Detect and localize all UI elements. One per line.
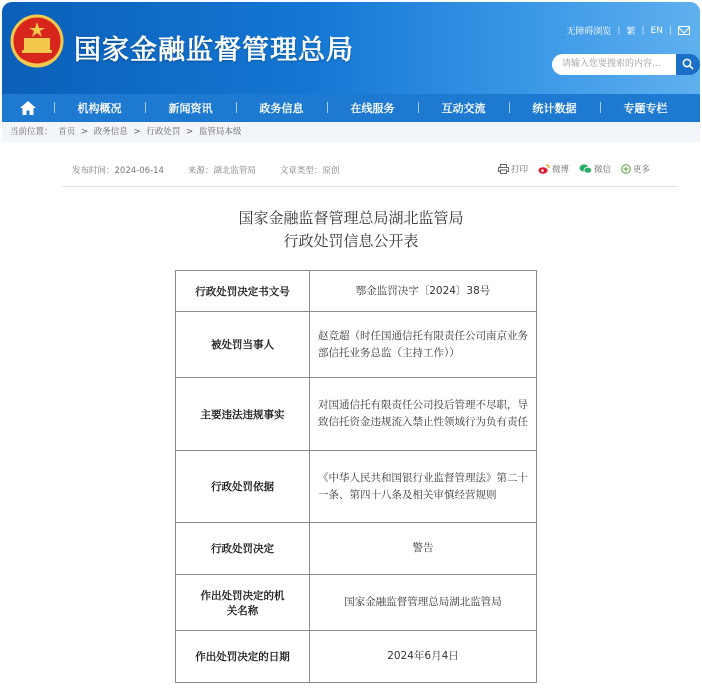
- table-row: [176, 312, 537, 378]
- table-row: [176, 575, 537, 631]
- source: 来源：湖北监管局: [187, 166, 256, 176]
- printer-icon: [498, 164, 509, 174]
- table-key: 行政处罚依据: [176, 451, 310, 523]
- national-emblem-icon: [10, 14, 64, 72]
- penalty-info-table: [175, 270, 537, 683]
- site-header: [2, 2, 700, 94]
- table-key: 行政处罚决定: [176, 523, 310, 575]
- search-input[interactable]: 请输入您要搜索的内容...: [552, 54, 676, 75]
- wechat-icon: [579, 164, 592, 174]
- top-links: 无障碍浏览 | 繁 | EN |: [566, 24, 690, 37]
- document-subtitle: 行政处罚信息公开表: [283, 232, 419, 250]
- breadcrumb-penalty[interactable]: 行政处罚: [146, 127, 181, 137]
- breadcrumb-sep: >: [133, 127, 141, 137]
- table-key: 作出处罚决定的日期: [176, 631, 310, 683]
- breadcrumb-sep: >: [186, 127, 194, 137]
- wechat-share-button[interactable]: 微信: [579, 163, 611, 175]
- table-key: 作出处罚决定的机关名称: [176, 575, 310, 631]
- weibo-share-button[interactable]: 微博: [538, 163, 569, 175]
- more-share-button[interactable]: 更多: [621, 163, 650, 175]
- table-row: [176, 523, 537, 575]
- print-button[interactable]: 打印: [498, 163, 528, 175]
- nav-item-special-topics[interactable]: 专题专栏: [600, 100, 691, 116]
- nav-item-government-info[interactable]: 政务信息: [236, 100, 327, 116]
- table-row: [176, 451, 537, 523]
- english-link[interactable]: EN: [650, 25, 663, 36]
- publish-time: 发布时间：2024-06-14: [72, 166, 164, 176]
- table-row: [176, 271, 537, 312]
- home-icon: [20, 101, 36, 115]
- nav-item-statistics[interactable]: 统计数据: [509, 100, 600, 116]
- accessibility-link[interactable]: 无障碍浏览: [566, 27, 612, 37]
- divider: [62, 186, 678, 187]
- mail-icon[interactable]: [678, 26, 690, 35]
- breadcrumb-government-info[interactable]: 政务信息: [93, 127, 128, 137]
- table-value: 对国通信托有限责任公司投后管理不尽职，导致信托资金违规流入禁止性领域行为负有责任: [310, 378, 537, 451]
- table-value: 2024年6月4日: [310, 631, 537, 683]
- table-value: 国家金融监督管理总局湖北监管局: [310, 575, 537, 631]
- share-bar: [498, 163, 650, 175]
- browser-page: [2, 2, 700, 689]
- breadcrumb-label: 当前位置：: [10, 127, 53, 137]
- search-button[interactable]: [676, 54, 700, 75]
- breadcrumb-sep: >: [80, 127, 89, 137]
- table-row: [176, 378, 537, 451]
- breadcrumb-home[interactable]: 首页: [58, 127, 76, 137]
- nav-item-news[interactable]: 新闻资讯: [145, 100, 236, 116]
- plus-circle-icon: [621, 164, 631, 174]
- document-title: 国家金融监督管理总局湖北监管局: [238, 209, 464, 227]
- table-value: 《中华人民共和国银行业监督管理法》第二十一条、第四十八条及相关审慎经营规则: [310, 451, 537, 523]
- nav-item-about[interactable]: 机构概况: [54, 100, 145, 116]
- search-icon: [682, 58, 694, 70]
- doc-type: 文章类型：原创: [279, 166, 340, 176]
- table-key: 被处罚当事人: [176, 312, 310, 378]
- traditional-chinese-link[interactable]: 繁: [626, 27, 636, 37]
- article-meta: [72, 164, 339, 176]
- table-key: 主要违法违规事实: [176, 378, 310, 451]
- breadcrumb: [2, 122, 700, 142]
- nav-item-online-service[interactable]: 在线服务: [327, 100, 418, 116]
- nav-home[interactable]: [2, 101, 54, 115]
- main-nav: [2, 94, 700, 122]
- table-value: 赵竞超（时任国通信托有限责任公司南京业务部信托业务总监（主持工作））: [310, 312, 537, 378]
- table-row: [176, 631, 537, 683]
- table-value: 警告: [310, 523, 537, 575]
- weibo-icon: [538, 164, 550, 174]
- table-value: 鄂金监罚决字〔2024〕38号: [310, 271, 537, 312]
- breadcrumb-current[interactable]: 监管局本级: [198, 127, 242, 137]
- site-title: 国家金融监督管理总局: [74, 35, 354, 66]
- nav-item-interaction[interactable]: 互动交流: [418, 100, 509, 116]
- table-key: 行政处罚决定书文号: [176, 271, 310, 312]
